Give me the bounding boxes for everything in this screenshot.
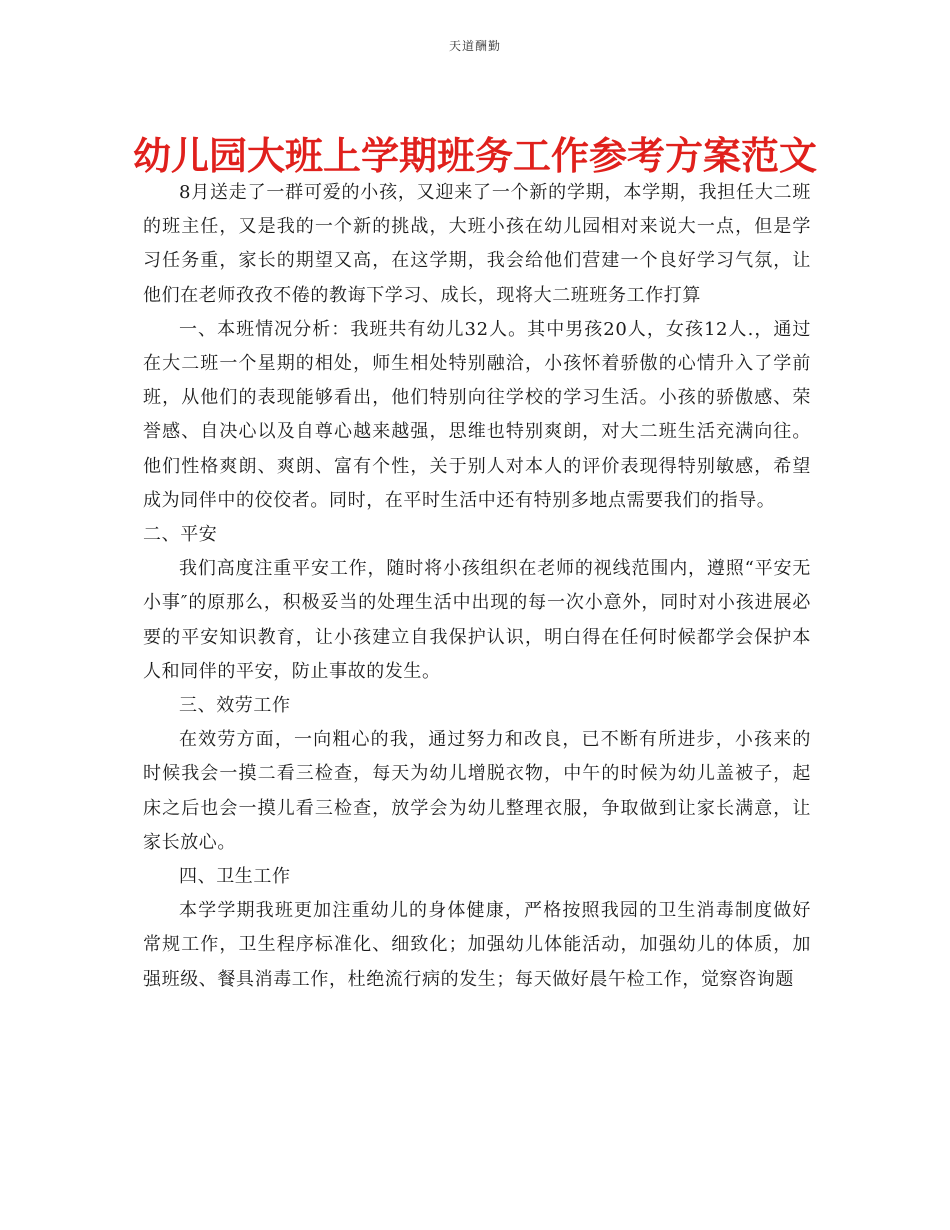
section-heading-service: 三、效劳工作 — [179, 695, 291, 717]
paragraph-safety: 我们高度注重平安工作，随时将小孩组织在老师的视线范围内，遵照“平安无小事″的原那么，积极妥当的处理生活中出现的每一次小意外，同时对小孩进展必要的平安知识教育，让小孩建立自我保护认识，明白得在任何时候都学会保护本人和同伴的平安，防止事故的发生。 — [143, 558, 811, 682]
paragraph-class-analysis: 一、本班情况分析：我班共有幼儿32人。其中男孩20人，女孩12人.，通过在大二班一个星期的相处，师生相处特别融洽，小孩怀着骄傲的心情升入了学前班，从他们的表现能够看出，他们特别向往学校的学习生活。小孩的骄傲感、荣誉感、自决心以及自尊心越来越强，思维也特别爽朗，对大二班生活充满向往。他们性格爽朗、爽朗、富有个性，关于别人对本人的评价表现得特别敏感，希望成为同伴中的佼佼者。同时，在平时生活中还有特别多地点需要我们的指导。 — [143, 318, 811, 511]
section-heading-safety: 二、平安 — [143, 524, 218, 546]
document-title: 幼儿园大班上学期班务工作参考方案范文 — [132, 134, 817, 178]
paragraph-hygiene: 本学学期我班更加注重幼儿的身体健康，严格按照我园的卫生消毒制度做好常规工作，卫生程序标准化、细致化；加强幼儿体能活动，加强幼儿的体质，加强班级、餐具消毒工作，杜绝流行病的发生；每天做好晨午检工作，觉察咨询题 — [143, 900, 811, 990]
paragraph-service: 在效劳方面，一向粗心的我，通过努力和改良，已不断有所进步，小孩来的时候我会一摸二看三检查，每天为幼儿增脱衣物，中午的时候为幼儿盖被子，起床之后也会一摸儿看三检查，放学会为幼儿整理衣服，争取做到让家长满意，让家长放心。 — [143, 729, 811, 853]
paragraph-intro: 8月送走了一群可爱的小孩，又迎来了一个新的学期，本学期，我担任大二班的班主任，又是我的一个新的挑战，大班小孩在幼儿园相对来说大一点，但是学习任务重，家长的期望又高，在这学期，我会给他们营建一个良好学习气氛，让他们在老师孜孜不倦的教诲下学习、成长，现将大二班班务工作打算 — [143, 182, 811, 306]
section-heading-hygiene: 四、卫生工作 — [179, 866, 291, 888]
page-header: 天道酬勤 — [448, 39, 501, 53]
document-body — [143, 176, 811, 997]
